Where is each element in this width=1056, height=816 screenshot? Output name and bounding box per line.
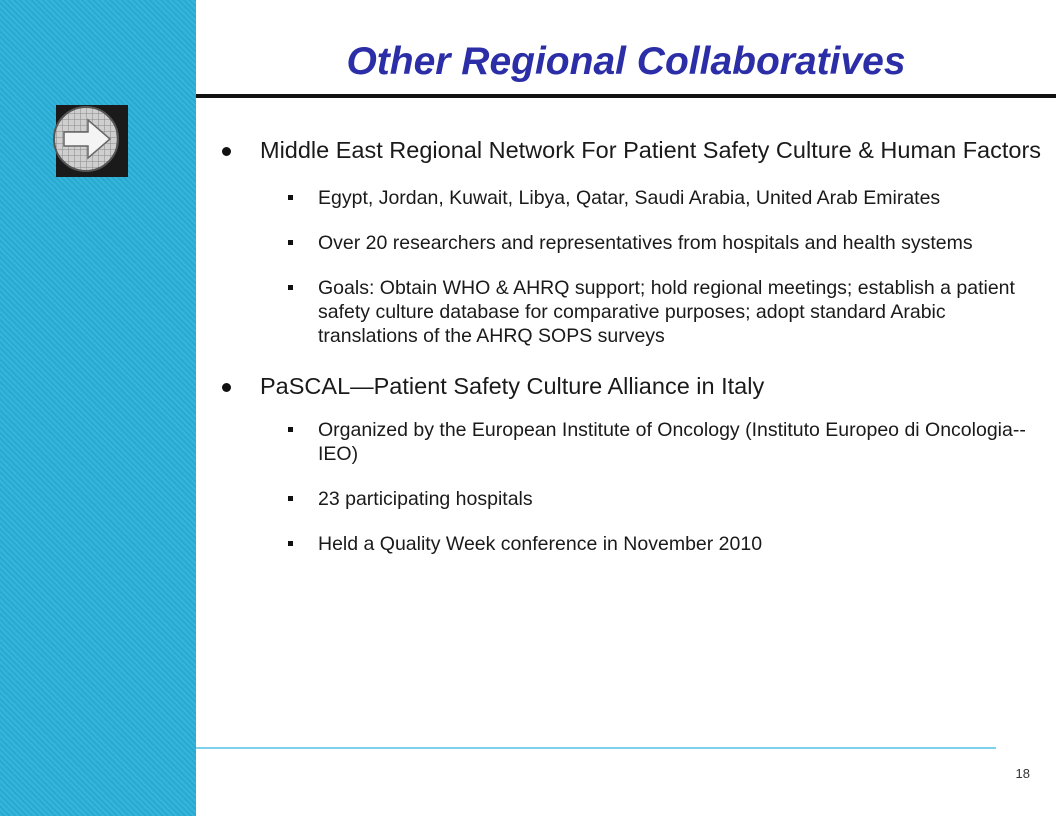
slide-body <box>222 136 1042 556</box>
bullet-text: PaSCAL—Patient Safety Culture Alliance in Italy <box>260 373 765 399</box>
bullet-middle-east <box>222 136 1042 165</box>
sub-bullet-text: Organized by the European Institute of Oncology (Instituto Europeo di Oncologia--IEO) <box>318 419 1026 465</box>
sub-bullet-text: 23 participating hospitals <box>318 488 533 510</box>
sub-bullet-researchers <box>222 231 1042 255</box>
square-bullet-icon <box>288 541 293 546</box>
slide-title: Other Regional Collaboratives <box>346 40 906 83</box>
square-bullet-icon <box>288 496 293 501</box>
bullet-dot-icon <box>222 383 231 392</box>
sub-bullet-countries <box>222 186 1042 210</box>
page-number: 18 <box>1015 766 1030 781</box>
sub-bullet-goals <box>222 276 1042 348</box>
sub-bullet-text: Over 20 researchers and representatives from hospitals and health systems <box>318 232 973 254</box>
sub-bullet-text: Goals: Obtain WHO & AHRQ support; hold regional meetings; establish a patient safety culture database for comparative purposes; adopt standard Arabic translations of the AHRQ SOPS surveys <box>318 277 1015 347</box>
bullet-text: Middle East Regional Network For Patient Safety Culture & Human Factors <box>260 137 1042 163</box>
sub-bullet-hospitals <box>222 487 1042 511</box>
circle-arrow-icon <box>50 101 130 181</box>
square-bullet-icon <box>288 240 293 245</box>
square-bullet-icon <box>288 285 293 290</box>
sub-bullet-text: Held a Quality Week conference in November 2010 <box>318 533 763 555</box>
square-bullet-icon <box>288 195 293 200</box>
sub-bullet-organized <box>222 418 1042 466</box>
square-bullet-icon <box>288 427 293 432</box>
footer-divider <box>196 747 996 749</box>
bullet-dot-icon <box>222 147 231 156</box>
sub-bullet-text: Egypt, Jordan, Kuwait, Libya, Qatar, Saudi Arabia, United Arab Emirates <box>318 187 941 209</box>
sub-bullet-quality-week <box>222 532 1042 556</box>
title-divider <box>196 94 1056 98</box>
bullet-pascal <box>222 372 1042 401</box>
